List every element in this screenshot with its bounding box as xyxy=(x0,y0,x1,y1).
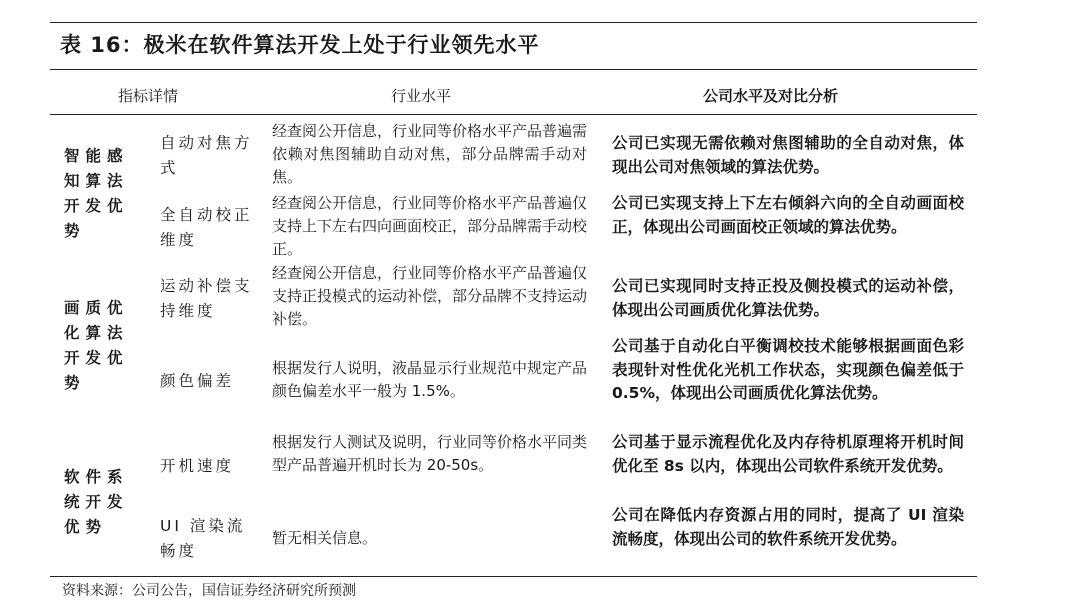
row-company-analysis: 公司在降低内存资源占用的同时，提高了 UI 渲染流畅度，体现出公司的软件系统开发优势。 xyxy=(612,506,964,548)
title-rule xyxy=(50,69,977,70)
source-note: 资料来源：公司公告，国信证券经济研究所预测 xyxy=(62,583,356,599)
row-indicator: UI 渲染流畅度 xyxy=(160,517,246,560)
row-company-analysis: 公司已实现同时支持正投及侧投模式的运动补偿，体现出公司画质优化算法优势。 xyxy=(612,277,964,319)
row-industry-level: 经查阅公开信息，行业同等价格水平产品普遍仅支持正投模式的运动补偿，部分品牌不支持运动补偿。 xyxy=(272,264,588,328)
document-page xyxy=(50,0,977,599)
row-industry-level: 暂无相关信息。 xyxy=(272,529,378,547)
row-company-analysis: 公司已实现支持上下左右倾斜六向的全自动画面校正，体现出公司画面校正领域的算法优势。 xyxy=(612,194,964,236)
row-indicator: 开机速度 xyxy=(160,457,235,475)
group-label: 画质优化算法开发优势 xyxy=(64,299,129,392)
top-rule xyxy=(50,22,977,23)
row-indicator: 运动补偿支持维度 xyxy=(160,277,253,320)
row-industry-level: 根据发行人说明，液晶显示行业规范中规定产品颜色偏差水平一般为 1.5%。 xyxy=(272,359,588,400)
group-label: 软件系统开发优势 xyxy=(64,468,129,536)
table-title: 表 16：极米在软件算法开发上处于行业领先水平 xyxy=(60,33,540,57)
row-company-analysis: 公司基于显示流程优化及内存待机原理将开机时间优化至 8s 以内，体现出公司软件系统开发优势。 xyxy=(612,433,964,475)
row-industry-level: 经查阅公开信息，行业同等价格水平产品普遍仅支持上下左右四向画面校正，部分品牌需手动校正。 xyxy=(272,194,588,258)
header-company: 公司水平及对比分析 xyxy=(703,87,839,105)
row-company-analysis: 公司基于自动化白平衡调校技术能够根据画面色彩表现针对性优化光机工作状态，实现颜色偏差低于 0.5%，体现出公司画质优化算法优势。 xyxy=(612,337,964,402)
row-industry-level: 经查阅公开信息，行业同等价格水平产品普遍需依赖对焦图辅助自动对焦，部分品牌需手动对焦。 xyxy=(272,122,588,186)
row-indicator: 全自动校正维度 xyxy=(160,206,253,249)
row-company-analysis: 公司已实现无需依赖对焦图辅助的全自动对焦，体现出公司对焦领域的算法优势。 xyxy=(612,134,964,176)
row-indicator: 颜色偏差 xyxy=(160,372,235,390)
header-industry: 行业水平 xyxy=(391,87,452,105)
bottom-rule xyxy=(50,576,977,577)
row-industry-level: 根据发行人测试及说明，行业同等价格水平同类型产品普遍开机时长为 20-50s。 xyxy=(272,433,588,474)
header-rule xyxy=(50,114,977,115)
group-label: 智能感知算法开发优势 xyxy=(64,147,129,240)
row-indicator: 自动对焦方式 xyxy=(160,134,253,177)
header-detail: 指标详情 xyxy=(118,87,179,105)
